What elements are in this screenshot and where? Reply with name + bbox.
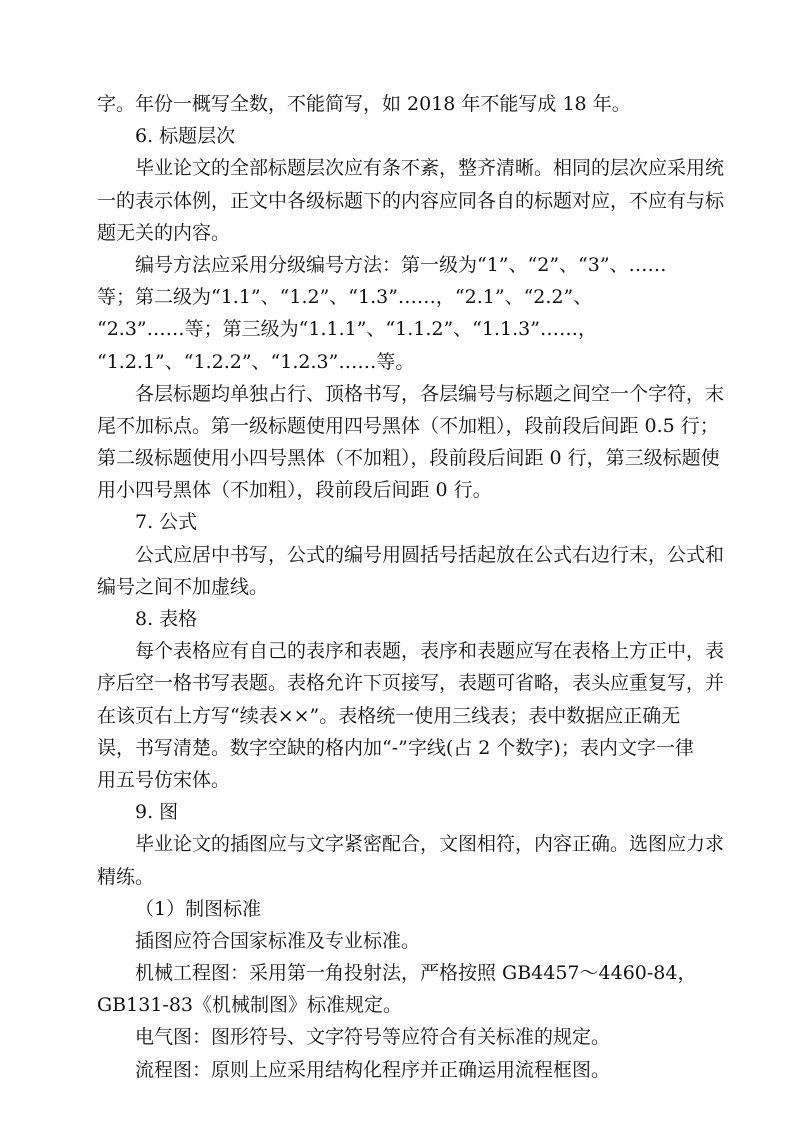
text-line: 尾不加标点。第一级标题使用四号黑体（不加粗），段前段后间距 0.5 行；: [97, 414, 719, 437]
document-body: [97, 88, 725, 1086]
text-line: “1.2.1”、“1.2.2”、“1.2.3”……等。: [97, 350, 415, 373]
text-line: 毕业论文的插图应与文字紧密配合，文图相符，内容正确。选图应力求: [135, 833, 725, 856]
text-line: 等；第二级为“1.1”、“1.2”、“1.3”……，“2.1”、“2.2”、: [97, 286, 593, 309]
text-line: 字。年份一概写全数，不能简写，如 2018 年不能写成 18 年。: [97, 93, 631, 115]
text-line: 插图应符合国家标准及专业标准。: [135, 929, 421, 952]
text-line: 序后空一格书写表题。表格允许下页接写，表题可省略，表头应重复写，并: [97, 672, 725, 695]
text-line: 各层标题均单独占行、顶格书写，各层编号与标题之间空一个字符，末: [135, 382, 725, 405]
text-line: 毕业论文的全部标题层次应有条不紊，整齐清晰。相同的层次应采用统: [135, 157, 725, 180]
section-heading: 7. 公式: [135, 511, 198, 534]
text-line: 每个表格应有自己的表序和表题，表序和表题应写在表格上方正中，表: [135, 640, 725, 663]
text-line: 编号方法应采用分级编号方法：第一级为“1”、“2”、“3”、……: [135, 253, 667, 276]
text-line: 第二级标题使用小四号黑体（不加粗），段前段后间距 0 行，第三级标题使: [97, 447, 720, 470]
text-line: 编号之间不加虚线。: [97, 575, 269, 598]
text-line: 一的表示体例，正文中各级标题下的内容应同各自的标题对应，不应有与标: [97, 189, 725, 212]
text-line: 误，书写清楚。数字空缺的格内加“-”字线(占 2 个数字)；表内文字一律: [97, 736, 694, 759]
section-heading: 6. 标题层次: [135, 125, 236, 148]
section-heading: （1）制图标准: [135, 897, 262, 920]
text-line: 机械工程图：采用第一角投射法，严格按照 GB4457～4460-84，: [135, 962, 697, 985]
text-line: GB131-83《机械制图》标准规定。: [97, 994, 403, 1017]
text-line: 电气图：图形符号、文字符号等应符合有关标准的规定。: [135, 1026, 611, 1049]
text-line: 流程图：原则上应采用结构化程序并正确运用流程框图。: [135, 1058, 611, 1081]
text-line: 用小四号黑体（不加粗），段前段后间距 0 行。: [97, 479, 492, 502]
text-line: 精练。: [97, 865, 155, 888]
text-line: “2.3”……等；第三级为“1.1.1”、“1.1.2”、“1.1.3”……，: [97, 318, 597, 341]
section-heading: 9. 图: [135, 801, 179, 824]
text-line: 在该页右上方写“续表××”。表格统一使用三线表；表中数据应正确无: [97, 704, 681, 727]
text-line: 题无关的内容。: [97, 221, 231, 244]
text-line: 用五号仿宋体。: [97, 768, 231, 791]
section-heading: 8. 表格: [135, 608, 198, 630]
text-line: 公式应居中书写，公式的编号用圆括号括起放在公式右边行末，公式和: [135, 543, 725, 566]
